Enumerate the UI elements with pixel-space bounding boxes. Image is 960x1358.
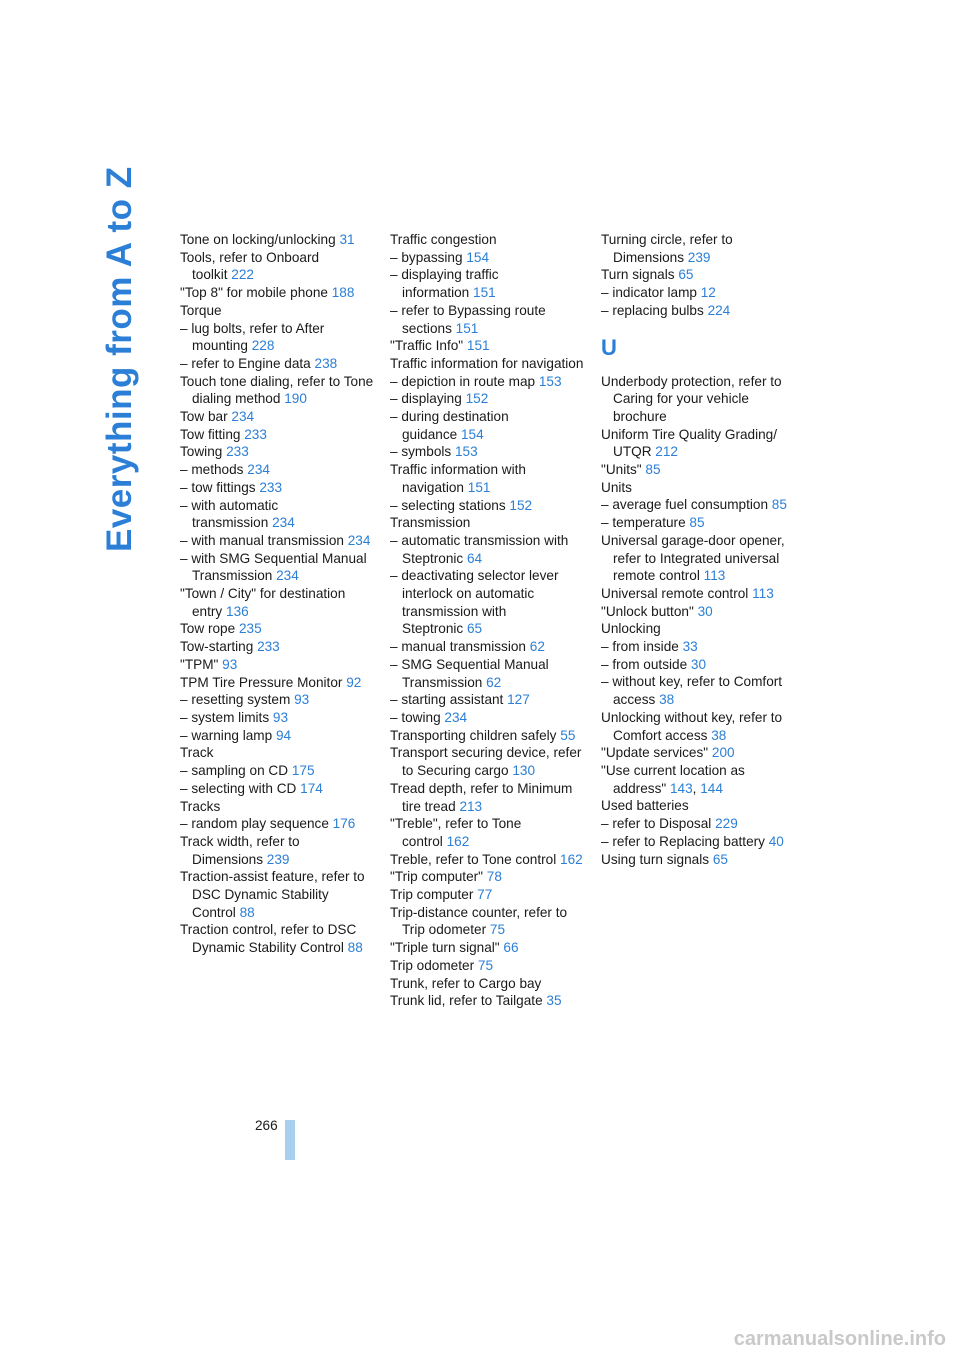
- watermark-footer: carmanualsonline.info: [733, 1328, 946, 1350]
- page-ref-link[interactable]: 151: [466, 338, 490, 354]
- index-entry-text: – symbols: [390, 444, 452, 460]
- index-entry: [601, 373, 801, 426]
- index-entry-text: "Units": [601, 462, 642, 478]
- index-entry: [180, 497, 380, 532]
- page-ref-link[interactable]: 234: [347, 532, 371, 548]
- index-entry: [601, 744, 801, 762]
- index-entry: [390, 656, 590, 691]
- index-entry-text: – from inside: [601, 639, 679, 655]
- index-entry-text: "Use current location as address": [601, 762, 745, 796]
- page-ref-link[interactable]: 40: [768, 833, 784, 849]
- index-entry: [390, 461, 590, 496]
- page-ref-link[interactable]: 88: [347, 940, 363, 956]
- page-ref-link[interactable]: 238: [314, 355, 338, 371]
- index-entry: [390, 231, 590, 249]
- page-ref-link[interactable]: 151: [473, 285, 496, 301]
- index-entry-text: Transport securing device, refer to Securing cargo: [390, 745, 582, 779]
- index-entry-text: – with manual transmission: [180, 532, 344, 548]
- index-entry: [601, 638, 801, 656]
- page-ref-link[interactable]: 66: [503, 940, 519, 956]
- page-ref-link[interactable]: 62: [529, 639, 545, 655]
- index-entry: [390, 727, 590, 745]
- page-ref-link[interactable]: 113: [703, 568, 726, 584]
- index-entry: [601, 266, 801, 284]
- page-ref-link[interactable]: 55: [560, 727, 576, 743]
- page-ref-link[interactable]: 31: [339, 232, 355, 247]
- index-entry: [180, 355, 380, 373]
- index-entry-text: Traction-assist feature, refer to DSC Dynamic Stability Control: [180, 869, 365, 920]
- index-entry-text: Traction control, refer to DSC Dynamic Stability Control: [180, 922, 357, 956]
- index-entry: [390, 266, 590, 301]
- index-entry-text: Traffic congestion: [390, 232, 497, 247]
- index-entry: [601, 284, 801, 302]
- index-entry-text: – selecting stations: [390, 497, 506, 513]
- index-entry: [180, 284, 380, 302]
- index-entry-text: Trip-distance counter, refer to Trip odometer: [390, 904, 568, 938]
- page-ref-link[interactable]: 85: [689, 515, 705, 531]
- page-ref-link[interactable]: 92: [346, 674, 362, 690]
- index-entry: [390, 408, 590, 443]
- index-entry-text: – manual transmission: [390, 639, 526, 655]
- page-ref-link[interactable]: 153: [454, 444, 478, 460]
- index-entry-text: Trunk lid, refer to Tailgate: [390, 993, 543, 1009]
- index-entry-text: "Top 8" for mobile phone: [180, 285, 328, 301]
- index-entry-text: Tow bar: [180, 409, 228, 425]
- index-entry-text: "Unlock button": [601, 603, 694, 619]
- index-entry-text: Uniform Tire Quality Grading/ UTQR: [601, 426, 778, 460]
- index-entry-text: – replacing bulbs: [601, 302, 704, 318]
- index-entry-text: – depiction in route map: [390, 373, 536, 389]
- page-ref-link[interactable]: 93: [222, 656, 238, 672]
- page-ref-link[interactable]: 38: [711, 727, 727, 743]
- page-ref-link[interactable]: 136: [226, 603, 249, 619]
- index-entry-text: – automatic transmission with Steptronic: [390, 532, 569, 566]
- page-ref-link[interactable]: 153: [538, 373, 562, 389]
- index-entry-text: Using turn signals: [601, 851, 710, 867]
- index-entry-text: "Update services": [601, 745, 709, 761]
- index-entry: [601, 851, 801, 869]
- page-ref-link[interactable]: 162: [560, 851, 583, 867]
- page-ref-link[interactable]: 113: [752, 585, 774, 601]
- page-ref-link[interactable]: 85: [771, 497, 787, 513]
- page-ref-link[interactable]: 93: [294, 692, 310, 708]
- index-entry: [180, 762, 380, 780]
- index-entry: [390, 815, 590, 850]
- index-entry: [601, 815, 801, 833]
- index-entry-text: Trip computer: [390, 887, 474, 903]
- page-ref-link[interactable]: 75: [489, 922, 506, 938]
- index-entry-text: Trunk, refer to Cargo bay: [390, 975, 542, 991]
- index-entry-text: Tow fitting: [180, 426, 241, 442]
- index-entry: [180, 744, 380, 762]
- index-entry-text: – bypassing: [390, 249, 463, 265]
- page-ref-link[interactable]: 229: [715, 816, 738, 832]
- page-ref-link[interactable]: 234: [231, 409, 255, 425]
- index-entry-text: – from outside: [601, 656, 688, 672]
- index-entry: [180, 709, 380, 727]
- page-ref-link[interactable]: 162: [446, 833, 470, 849]
- index-entry-text: Universal remote control: [601, 585, 749, 601]
- index-entry: [180, 691, 380, 709]
- index-entry-text: "Town / City" for destination entry: [180, 586, 346, 619]
- index-entry-text: – SMG Sequential Manual Transmission: [390, 656, 549, 690]
- page-ref-link[interactable]: 78: [486, 869, 502, 885]
- index-entry: [180, 674, 380, 692]
- index-entry-text: – deactivating selector lever interlock on automatic transmission with Steptronic: [390, 568, 559, 637]
- index-entry: [390, 868, 590, 886]
- page-ref-link[interactable]: 127: [507, 692, 530, 708]
- index-entry: [180, 620, 380, 638]
- index-entry: [390, 532, 590, 567]
- index-entry: [390, 939, 590, 957]
- index-entry-text: "Treble", refer to Tone control: [390, 816, 522, 849]
- index-entry: [180, 550, 380, 585]
- page-ref-link[interactable]: 33: [682, 639, 698, 655]
- page-ref-link[interactable]: 30: [697, 603, 713, 619]
- index-entry: [180, 798, 380, 816]
- index-entry: [601, 302, 801, 320]
- index-entry-text: – refer to Replacing battery: [601, 833, 765, 849]
- index-entry: [180, 727, 380, 745]
- index-entry: [390, 443, 590, 461]
- index-entry-text: Tread depth, refer to Minimum tire tread: [390, 780, 573, 814]
- index-entry-text: Torque: [180, 302, 222, 318]
- index-entry: [180, 426, 380, 444]
- page-ref-link[interactable]: 233: [244, 426, 267, 442]
- index-entry-text: Tools, refer to Onboard toolkit: [180, 249, 320, 283]
- index-entry: [180, 443, 380, 461]
- index-entry: [180, 921, 380, 956]
- index-entry-text: – tow fittings: [180, 479, 256, 495]
- page-ref-link[interactable]: 12: [700, 285, 716, 301]
- page-ref-link[interactable]: 222: [231, 267, 254, 283]
- page-ref-link[interactable]: 213: [459, 798, 483, 814]
- index-entry: [601, 797, 801, 815]
- index-entry: [390, 744, 590, 779]
- page-ref-link[interactable]: 130: [512, 763, 536, 779]
- index-entry-text: Treble, refer to Tone control: [390, 851, 557, 867]
- index-entry-text: "TPM": [180, 656, 219, 672]
- page-ref-link[interactable]: 143: [669, 780, 693, 796]
- index-entry: [390, 957, 590, 975]
- index-entry: [390, 992, 590, 1010]
- index-entry-text: Underbody protection, refer to Caring for your vehicle brochure: [601, 373, 782, 424]
- index-entry-text: – average fuel consumption: [601, 497, 769, 513]
- index-column-3: [601, 231, 801, 868]
- index-entry-text: Traffic information with navigation: [390, 462, 526, 495]
- index-entry-text: Track width, refer to Dimensions: [180, 833, 300, 867]
- page-marker-bar: [285, 1120, 295, 1160]
- index-entry: [390, 390, 590, 408]
- page-ref-link[interactable]: 228: [251, 338, 275, 354]
- index-entry: [601, 479, 801, 497]
- index-entry-text: Track: [180, 745, 214, 761]
- page-ref-link[interactable]: 176: [332, 816, 356, 832]
- index-entry: [390, 337, 590, 355]
- index-entry: [180, 249, 380, 284]
- index-entry: [601, 532, 801, 585]
- page-ref-link[interactable]: 154: [460, 426, 484, 442]
- page-ref-link[interactable]: 62: [486, 674, 502, 690]
- index-entry-text: – sampling on CD: [180, 763, 289, 779]
- page-ref-link[interactable]: 85: [645, 462, 661, 478]
- index-entry: [390, 975, 590, 993]
- index-entry-text: Tow rope: [180, 621, 236, 637]
- index-entry: [180, 532, 380, 550]
- index-entry: [390, 691, 590, 709]
- page-number: 266: [255, 1118, 278, 1133]
- page-ref-link[interactable]: 239: [687, 249, 711, 265]
- index-entry-text: Unlocking: [601, 621, 661, 637]
- index-entry-text: Tow-starting: [180, 639, 254, 655]
- index-entry-text: – resetting system: [180, 692, 291, 708]
- index-entry-text: – without key, refer to Comfort access: [601, 674, 783, 708]
- index-entry-text: "Traffic Info": [390, 338, 464, 354]
- index-entry-text: – indicator lamp: [601, 285, 697, 301]
- index-letter-heading: U: [601, 334, 617, 360]
- index-entry: [390, 904, 590, 939]
- index-entry: [180, 408, 380, 426]
- index-entry: [390, 373, 590, 391]
- index-entry: [180, 815, 380, 833]
- index-entry: [390, 497, 590, 515]
- index-entry: [390, 851, 590, 869]
- page-ref-link[interactable]: 174: [300, 780, 323, 796]
- index-entry-text: Trip odometer: [390, 957, 475, 973]
- page-ref-link[interactable]: 224: [707, 302, 731, 318]
- index-entry: [601, 231, 801, 266]
- page-ref-link[interactable]: 64: [467, 550, 483, 566]
- page-ref-link[interactable]: 233: [226, 444, 249, 460]
- index-entry: [180, 868, 380, 921]
- index-entry-text: – warning lamp: [180, 727, 273, 743]
- page-ref-link[interactable]: 234: [276, 568, 299, 584]
- index-entry-text: – towing: [390, 709, 441, 725]
- page-ref-link[interactable]: 94: [275, 727, 292, 743]
- index-entry-text: "Trip computer": [390, 869, 483, 885]
- index-entry-text: – selecting with CD: [180, 780, 297, 796]
- index-entry: [390, 514, 590, 532]
- page-ref-link[interactable]: 65: [712, 851, 728, 867]
- index-entry: [601, 461, 801, 479]
- index-entry: [390, 249, 590, 267]
- index-entry-text: – methods: [180, 462, 244, 478]
- page-ref-link[interactable]: 233: [257, 639, 280, 655]
- page-ref-link[interactable]: 93: [272, 709, 289, 725]
- page-ref-link[interactable]: 151: [455, 320, 479, 336]
- index-entry: [601, 426, 801, 461]
- page-ref-link[interactable]: 188: [331, 285, 355, 301]
- page-ref-link[interactable]: 151: [467, 479, 491, 495]
- page-ref-link[interactable]: 88: [239, 904, 255, 920]
- index-entry: [180, 320, 380, 355]
- page-ref-link[interactable]: 190: [284, 391, 307, 407]
- index-entry: [601, 603, 801, 621]
- page-ref-link[interactable]: 144: [700, 780, 723, 796]
- page-ref-separator: ,: [692, 780, 701, 796]
- page-ref-link[interactable]: 35: [546, 993, 562, 1009]
- index-entry: [601, 673, 801, 708]
- index-entry: [180, 656, 380, 674]
- index-entry: [180, 302, 380, 320]
- index-entry: [180, 479, 380, 497]
- index-entry: [180, 231, 380, 249]
- index-entry: [390, 780, 590, 815]
- page-ref-link[interactable]: 75: [477, 957, 494, 973]
- index-entry: [180, 833, 380, 868]
- index-entry-text: Tone on locking/unlocking: [180, 232, 336, 247]
- index-entry-text: Used batteries: [601, 798, 689, 814]
- page-ref-link[interactable]: 233: [259, 479, 283, 495]
- index-entry: [601, 514, 801, 532]
- index-entry: [601, 762, 801, 797]
- index-entry: [601, 833, 801, 851]
- index-entry-text: Transporting children safely: [390, 727, 557, 743]
- index-entry-text: – random play sequence: [180, 816, 329, 832]
- page-ref-link[interactable]: 38: [659, 692, 675, 708]
- index-entry: [390, 638, 590, 656]
- index-entry-text: Touch tone dialing, refer to Tone dialing method: [180, 373, 374, 407]
- index-entry-text: – with SMG Sequential Manual Transmission: [180, 550, 367, 584]
- index-entry-text: – temperature: [601, 515, 686, 531]
- page-ref-link[interactable]: 200: [711, 745, 735, 761]
- page-ref-link[interactable]: 239: [266, 851, 290, 867]
- index-entry: [180, 585, 380, 620]
- index-entry: [601, 656, 801, 674]
- page-ref-link[interactable]: 152: [465, 391, 489, 407]
- index-entry: [390, 709, 590, 727]
- index-entry-text: Traffic information for navigation: [390, 355, 584, 371]
- index-entry-text: – during destination guidance: [390, 409, 509, 442]
- index-entry-text: Turning circle, refer to Dimensions: [601, 232, 733, 265]
- index-column-1: [180, 231, 380, 957]
- index-column-2: [390, 231, 590, 1010]
- index-entry: [601, 585, 801, 603]
- index-entry-text: – system limits: [180, 709, 270, 725]
- index-entry: [601, 620, 801, 638]
- page-ref-link[interactable]: 234: [247, 462, 270, 478]
- index-entry-text: Universal garage-door opener, refer to Integrated universal remote control: [601, 532, 785, 584]
- page-ref-link[interactable]: 152: [509, 497, 533, 513]
- page-ref-link[interactable]: 212: [655, 444, 678, 460]
- index-entry-text: Transmission: [390, 515, 471, 531]
- index-entry: [180, 373, 380, 408]
- index-entry: [390, 886, 590, 904]
- page-ref-link[interactable]: 77: [477, 887, 493, 903]
- index-entry-text: Tracks: [180, 798, 221, 814]
- index-entry-text: – starting assistant: [390, 692, 504, 708]
- index-entry-text: Towing: [180, 444, 223, 460]
- index-entry-text: Units: [601, 479, 632, 495]
- page-ref-link[interactable]: 175: [291, 763, 315, 779]
- index-entry-text: – refer to Disposal: [601, 816, 712, 832]
- index-entry: [601, 709, 801, 744]
- index-entry: [601, 496, 801, 514]
- index-entry-text: – refer to Bypassing route sections: [390, 302, 546, 336]
- index-entry-text: – refer to Engine data: [180, 355, 311, 371]
- index-entry: [180, 461, 380, 479]
- index-entry-text: – lug bolts, refer to After mounting: [180, 320, 325, 354]
- index-entry-text: TPM Tire Pressure Monitor: [180, 674, 343, 690]
- index-entry: [180, 780, 380, 798]
- index-entry-text: – with automatic transmission: [180, 497, 279, 531]
- page-ref-link[interactable]: 235: [238, 621, 262, 637]
- page-ref-link[interactable]: 30: [690, 656, 707, 672]
- index-entry-text: – displaying: [390, 391, 462, 407]
- page-ref-link[interactable]: 234: [272, 515, 295, 531]
- index-entry-text: Turn signals: [601, 267, 675, 283]
- index-entry: [390, 355, 590, 373]
- page-ref-link[interactable]: 154: [466, 249, 490, 265]
- index-entry: [180, 638, 380, 656]
- page-ref-link[interactable]: 234: [444, 709, 468, 725]
- index-entry-text: "Triple turn signal": [390, 940, 500, 956]
- index-entry-text: Unlocking without key, refer to Comfort access: [601, 709, 783, 743]
- page-ref-link[interactable]: 65: [467, 621, 483, 637]
- index-entry: [390, 567, 590, 638]
- section-title: Everything from A to Z: [100, 166, 139, 552]
- index-entry: [390, 302, 590, 337]
- index-entry-text: – displaying traffic information: [390, 267, 499, 301]
- page-ref-link[interactable]: 65: [678, 267, 694, 283]
